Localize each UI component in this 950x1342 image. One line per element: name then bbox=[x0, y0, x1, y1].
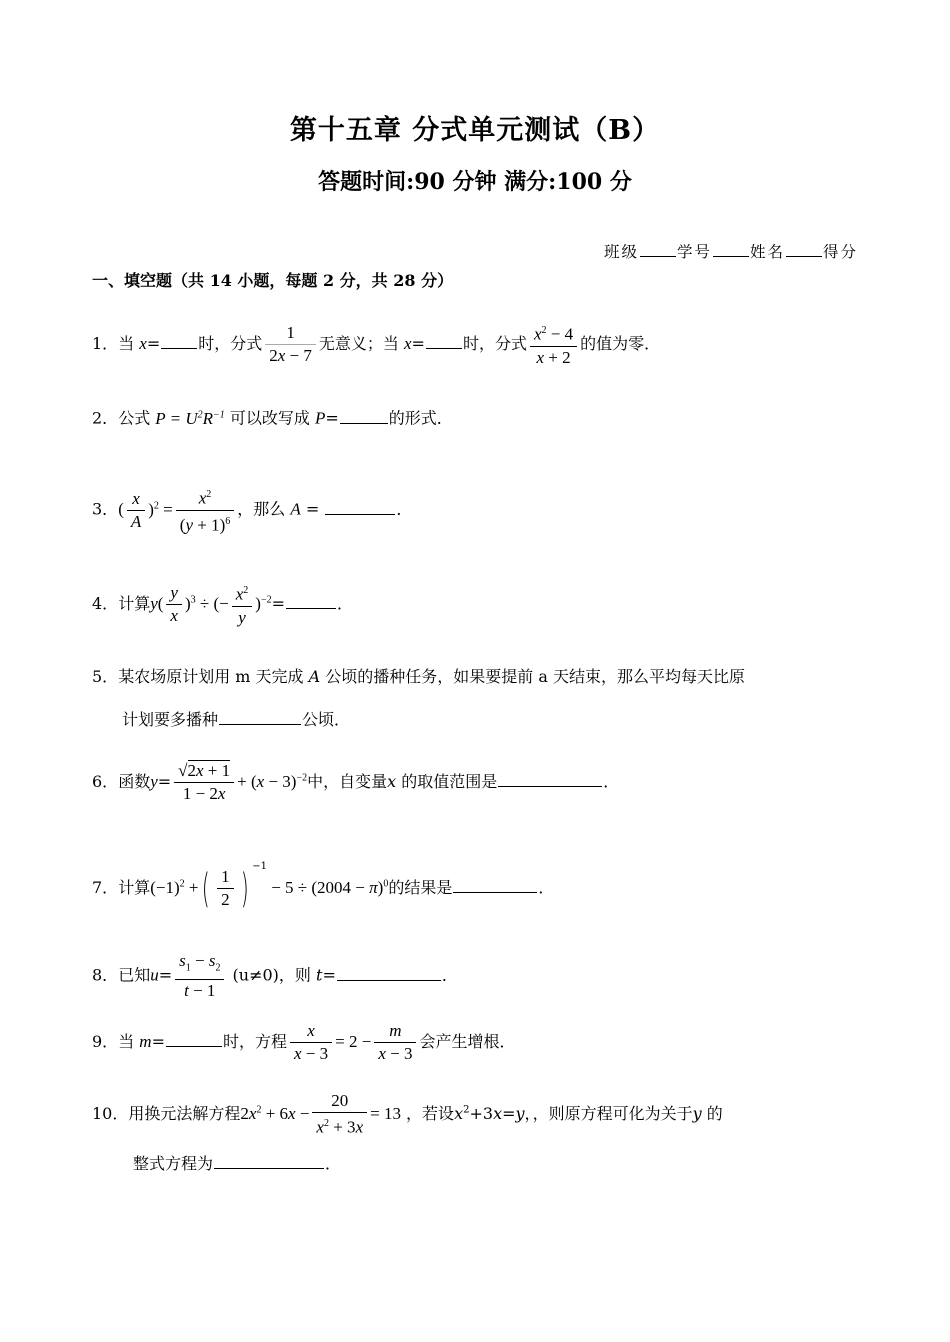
question-text: 计划要多播种 bbox=[122, 710, 219, 729]
question-7: 7．计算$(-1)^2$ +( $\frac{1}{2}$ ) $^{-1} - 5 \div (2004 - \pi)^0$的结果是 ． bbox=[92, 861, 555, 912]
question-text: 会产生增根． bbox=[419, 1032, 516, 1051]
question-text: 计算 bbox=[118, 593, 151, 613]
question-text: ． bbox=[396, 499, 413, 519]
question-text: ． bbox=[538, 878, 555, 897]
answer-blank[interactable] bbox=[426, 332, 462, 349]
question-text: ，若设 bbox=[406, 1103, 455, 1123]
question-text: 公顷的播种任务，如果要提前 a 天结束，那么平均每天比原 bbox=[325, 667, 745, 686]
question-8: 8．已知u= $\frac{s_1 - s_2}{t - 1}$ (u≠0)，则 t= ． bbox=[92, 951, 458, 1001]
id-blank[interactable] bbox=[713, 240, 749, 257]
question-text: ． bbox=[603, 772, 620, 791]
question-text: 当 bbox=[118, 333, 140, 353]
question-text: 已知 bbox=[118, 965, 151, 985]
answer-blank[interactable] bbox=[166, 1030, 222, 1047]
question-2: 2．公式 $P = U^2R^{-1}$ 可以改写成 P= 的形式． bbox=[92, 408, 453, 428]
page-title: 第十五章 分式单元测试（B） bbox=[289, 115, 661, 146]
answer-blank[interactable] bbox=[453, 876, 537, 893]
name-blank[interactable] bbox=[786, 240, 822, 257]
question-text: 函数 bbox=[118, 772, 151, 791]
question-number: 7． bbox=[92, 878, 119, 897]
question-4: 4．计算y( $\frac{y}{x}$ )$^3$ ÷ (− $\frac{x^2}{y}$ )$^{-2}$= ． bbox=[92, 580, 353, 629]
question-text: 的 bbox=[706, 1103, 723, 1123]
answer-blank[interactable] bbox=[340, 407, 388, 424]
answer-blank[interactable] bbox=[325, 498, 395, 515]
section-heading: 一、填空题（共 14 小题，每题 2 分，共 28 分） bbox=[92, 271, 454, 290]
answer-blank[interactable] bbox=[214, 1152, 324, 1169]
answer-blank[interactable] bbox=[161, 332, 197, 349]
question-5-line2 bbox=[122, 708, 350, 731]
question-text: 整式方程为 bbox=[133, 1154, 214, 1173]
question-1: 1．当 x= 时，分式 $\frac{1}{2x - 7}$ 无意义；当 x= 时，分式 $\frac{x^2 - 4}{x + 2}$ 的值为零． bbox=[92, 320, 660, 369]
question-number: 5． bbox=[92, 667, 119, 686]
question-number: 9． bbox=[92, 1032, 119, 1051]
id-label: 学号 bbox=[676, 243, 712, 261]
page-subtitle: 答题时间:90 分钟 满分:100 分 bbox=[318, 169, 632, 195]
question-3: 3．( $\frac{x}{A}$ )$^2$ = $\frac{x^2}{(y + 1)^6}$ ，那么 A = ． bbox=[92, 484, 412, 536]
question-text: 用换元法解方程 bbox=[128, 1103, 241, 1123]
question-text: 的形式． bbox=[388, 408, 453, 428]
question-text: 时，分式 bbox=[462, 333, 527, 353]
question-text: 时，分式 bbox=[198, 333, 263, 353]
question-text: 可以改写成 bbox=[229, 408, 315, 428]
class-label: 班级 bbox=[603, 243, 639, 261]
question-text: ． bbox=[337, 593, 354, 613]
question-number: 8． bbox=[92, 965, 119, 985]
score-label: 得分 bbox=[822, 243, 858, 261]
answer-blank[interactable] bbox=[498, 770, 602, 787]
question-text: 公式 bbox=[118, 408, 151, 428]
question-text: 某农场原计划用 m 天完成 bbox=[118, 667, 304, 686]
question-number: 2． bbox=[92, 408, 119, 428]
name-label: 姓名 bbox=[749, 243, 785, 261]
question-number: 4． bbox=[92, 593, 119, 613]
question-text: ． bbox=[325, 1154, 342, 1173]
question-text: 的取值范围是 bbox=[401, 772, 498, 791]
question-text: (u≠0)，则 bbox=[227, 965, 317, 985]
answer-blank[interactable] bbox=[219, 708, 301, 725]
question-text: 的结果是 bbox=[388, 878, 453, 897]
question-text: ，那么 bbox=[237, 499, 286, 519]
question-number: 1． bbox=[92, 333, 119, 353]
question-10: 10．用换元法解方程$2x^2 + 6x$ − $\frac{20}{x^2 + 3x}$ = 13 ，若设$x^2+3x=y$，，则原方程可化为关于y 的 bbox=[92, 1091, 723, 1137]
formula: $P = U^2R^{-1}$ bbox=[155, 408, 225, 428]
question-number: 3． bbox=[92, 499, 119, 519]
question-text: 的值为零． bbox=[580, 333, 661, 353]
question-9: 9．当 m= 时，方程 $\frac{x}{x - 3}$ = 2 − $\frac{m}{x - 3}$ 会产生增根． bbox=[92, 1021, 516, 1063]
question-text: 当 bbox=[118, 1032, 140, 1051]
fraction: $\frac{x^2 - 4}{x + 2}$ bbox=[530, 320, 577, 369]
student-info bbox=[604, 240, 858, 262]
question-10-line2 bbox=[133, 1152, 341, 1175]
question-number: 10． bbox=[92, 1103, 129, 1123]
question-text: ，则原方程可化为关于 bbox=[532, 1103, 693, 1123]
answer-blank[interactable] bbox=[337, 964, 441, 981]
question-number: 6． bbox=[92, 772, 119, 791]
question-5: 5．某农场原计划用 m 天完成 A 公顷的播种任务，如果要提前 a 天结束，那么平均每天比原 bbox=[92, 667, 745, 686]
question-text: 中，自变量 bbox=[307, 772, 388, 791]
question-text: ． bbox=[441, 965, 458, 985]
question-text: 时，方程 bbox=[222, 1032, 287, 1051]
question-text: 公顷． bbox=[302, 710, 351, 729]
fraction: $\frac{1}{2x - 7}$ bbox=[265, 322, 316, 367]
question-text: 无意义；当 bbox=[318, 333, 404, 353]
question-6: 6．函数y= $\frac{√2x + 1}{1 - 2x}$ + $(x - 3)^{-2}$中，自变量x 的取值范围是 ． bbox=[92, 761, 620, 803]
class-blank[interactable] bbox=[640, 240, 676, 257]
answer-blank[interactable] bbox=[286, 592, 336, 609]
question-text: 计算 bbox=[118, 878, 151, 897]
